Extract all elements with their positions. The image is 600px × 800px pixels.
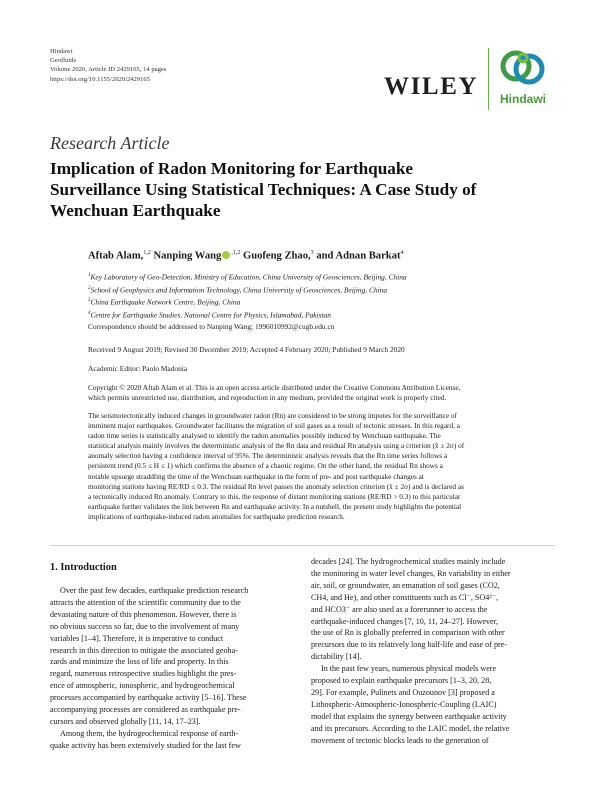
body-line: regard, numerous retrospective studies highlight the pres- <box>50 669 237 679</box>
abstract-line: statistical analysis mainly involves the deterministic analysis of the Rn data and residual Rn analysis using a criterion (x̄ ± 2σ) of <box>88 441 465 451</box>
title-line: Implication of Radon Monitoring for Earthquake <box>50 159 414 178</box>
volume-line: Volume 2020, Article ID 2429165, 14 pages <box>50 66 167 74</box>
hindawi-logo-icon <box>496 46 552 96</box>
article-title <box>50 158 560 221</box>
body-line: CH4, and He), and other constituents such as Cl⁻, SO4²⁻, <box>311 592 498 602</box>
body-line: quake activity has been extensively studied for the last few <box>50 740 241 750</box>
body-line: ence of atmospheric, ionospheric, and hydrogeochemical <box>50 681 235 691</box>
body-line: Lithospheric-Atmospheric-Ionospheric-Coupling (LAIC) <box>311 699 497 709</box>
affiliation-number: 4 <box>88 311 91 317</box>
abstract-line: notable upsurge straddling the time of the Wenchuan earthquake in the form of pre- and post earthquake changes at <box>88 471 424 481</box>
affiliation-list <box>88 270 407 321</box>
section-divider <box>50 545 555 546</box>
affiliation-item <box>88 295 407 308</box>
hindawi-wordmark: Hindawi <box>500 92 547 106</box>
author-name[interactable]: Guofeng Zhao, <box>242 250 311 262</box>
body-line: research in this direction to mitigate the associated geoha- <box>50 645 238 655</box>
body-line: attracts the attention of the scientific community due to the <box>50 597 241 607</box>
logo-divider <box>488 48 489 110</box>
body-line: processes accompanied by earthquake activity [5–16]. These <box>50 693 247 703</box>
right-column <box>311 556 556 747</box>
affiliation-number: 3 <box>88 298 91 304</box>
abstract-line: The seismotectonically induced changes in groundwater radon (Rn) are considered to be strong imputes for the surveillance of <box>88 411 457 420</box>
correspondence-line: Correspondence should be addressed to Nanping Wang; 1996010992@cugb.edu.cn <box>88 322 335 331</box>
author-affiliation-marker: 3 <box>310 250 314 256</box>
body-line: 29]. For example, Pulinets and Ouzounov [3] proposed a <box>311 687 495 697</box>
article-type: Research Article <box>50 133 170 153</box>
abstract-line: earthquake further validates the link between Rn and earthquake activity. In a nutshell, the present study highlights the potential <box>88 501 462 511</box>
title-line: Wenchuan Earthquake <box>50 201 221 220</box>
affiliation-text: Centre for Earthquake Studies, National Centre for Physics, Islamabad, Pakistan <box>90 310 331 320</box>
body-line: and its precursors. According to the LAIC model, the relative <box>311 723 510 733</box>
body-line: model that explains the synergy between earthquake activity <box>311 711 507 721</box>
body-line: and HCO3⁻ are also used as a forerunner to access the <box>311 604 488 614</box>
body-line: cursors and observed globally [11, 14, 17–23]. <box>50 716 201 726</box>
affiliation-item <box>88 283 407 296</box>
abstract-line: implications of earthquake-induced radon anomalies for earthquake prediction research. <box>88 511 345 521</box>
copyright-line: which permits unrestricted use, distribution, and reproduction in any medium, provided the original work is properly cited. <box>88 392 447 402</box>
affiliation-item <box>88 270 407 283</box>
affiliation-number: 1 <box>88 273 91 278</box>
body-line: air, soil, or groundwater, an emanation of soil gases (CO2, <box>311 580 500 590</box>
section-heading: 1. Introduction <box>50 562 117 573</box>
abstract-line: a tectonically induced Rn anomaly. Contrary to this, the response of distant monitoring stations (RE/RD > 0.3) to this particular <box>88 491 461 501</box>
journal-meta <box>50 47 166 84</box>
doi-link[interactable]: https://doi.org/10.1155/2020/2429165 <box>50 75 151 83</box>
abstract <box>88 411 553 522</box>
publisher-name: Hindawi <box>50 48 73 55</box>
body-line: Over the past few decades, earthquake prediction research <box>60 586 249 595</box>
affiliation-text: School of Geophysics and Information Technology, China University of Geosciences, Beijing, China <box>90 285 388 295</box>
body-line: proposed to explain earthquake precursors [1–3, 20, 28, <box>311 676 492 686</box>
author-affiliation-marker: 1,2 <box>143 250 151 256</box>
author-name[interactable]: and Adnan Barkat <box>316 250 401 262</box>
body-line: Among them, the hydrogeochemical response of earth- <box>60 728 239 738</box>
abstract-line: persistent trend (0.5 ≤ H ≤ 1) which confirms the absence of a chaotic regime. On the other hand, the residual Rn shows a <box>88 461 443 471</box>
academic-editor: Academic Editor: Paolo Madonia <box>88 364 188 373</box>
affiliation-text: China Earthquake Network Centre, Beijing, China <box>90 297 241 307</box>
author-affiliation-marker: ,1,2 <box>231 250 241 256</box>
body-line: the use of Rn is globally preferred in comparison with other <box>311 628 505 638</box>
author-affiliation-marker: 4 <box>400 250 404 256</box>
body-line: zards and minimize the loss of life and property. In this <box>50 657 229 667</box>
author-list <box>88 250 404 262</box>
author-name[interactable]: Aftab Alam, <box>88 250 144 262</box>
body-line: dictability [14]. <box>311 652 362 662</box>
left-column <box>50 585 295 752</box>
body-line: decades [24]. The hydrogeochemical studies mainly include <box>311 557 506 566</box>
affiliation-text: Key Laboratory of Geo-Detection, Ministry of Education, China University of Geosciences, Beijing, China <box>90 272 407 282</box>
body-line: devastating nature of this phenomenon. However, there is <box>50 609 237 619</box>
body-line: the monitoring in water level changes, Rn variability in either <box>311 568 511 578</box>
dates-line: Received 9 August 2019; Revised 30 December 2019; Accepted 4 February 2020; Published 9 March 2020 <box>88 345 405 354</box>
abstract-line: radon time series is statistically analysed to identify the radon anomalies possibly induced by Wenchuan earthquake. The <box>88 431 441 441</box>
wiley-logo: WILEY <box>384 73 479 100</box>
abstract-line: anomaly selection having a confidence interval of 95%. The deterministic analysis reveals that the Rn time series follows a <box>88 451 448 461</box>
body-line: In the past few years, numerous physical models were <box>321 664 497 674</box>
title-line: Surveillance Using Statistical Techniques: A Case Study of <box>50 180 477 199</box>
body-line: earthquake-induced changes [7, 10, 11, 24–27]. However, <box>311 616 499 626</box>
copyright-notice <box>88 383 553 403</box>
body-line: precursors due to its relatively long half-life and ease of pre- <box>311 640 507 650</box>
abstract-line: monitoring stations having RE/RD ≤ 0.3. The residual Rn level passes the anomaly selection criterion (x̄ ± 2σ) and is declared as <box>88 481 464 491</box>
abstract-line: imminent major earthquakes. Groundwater facilitates the migration of soil gases as a result of tectonic stresses. In this regard, a <box>88 421 461 431</box>
body-line: no obvious success so far, due to the involvement of many <box>50 621 240 631</box>
body-line: variables [1–4]. Therefore, it is imperative to conduct <box>50 633 224 643</box>
orcid-icon[interactable] <box>222 251 230 259</box>
body-line: movement of tectonic blocks leads to the generation of <box>311 735 489 745</box>
copyright-line: Copyright © 2020 Aftab Alam et al. This is an open access article distributed under the Creative Commons Attribution License, <box>88 383 461 392</box>
affiliation-number: 2 <box>88 285 91 291</box>
affiliation-item <box>88 308 407 321</box>
author-name[interactable]: Nanping Wang <box>153 250 222 262</box>
journal-name: Geofluids <box>50 57 77 65</box>
body-line: accompanying processes are considered as earthquake pre- <box>50 705 241 715</box>
